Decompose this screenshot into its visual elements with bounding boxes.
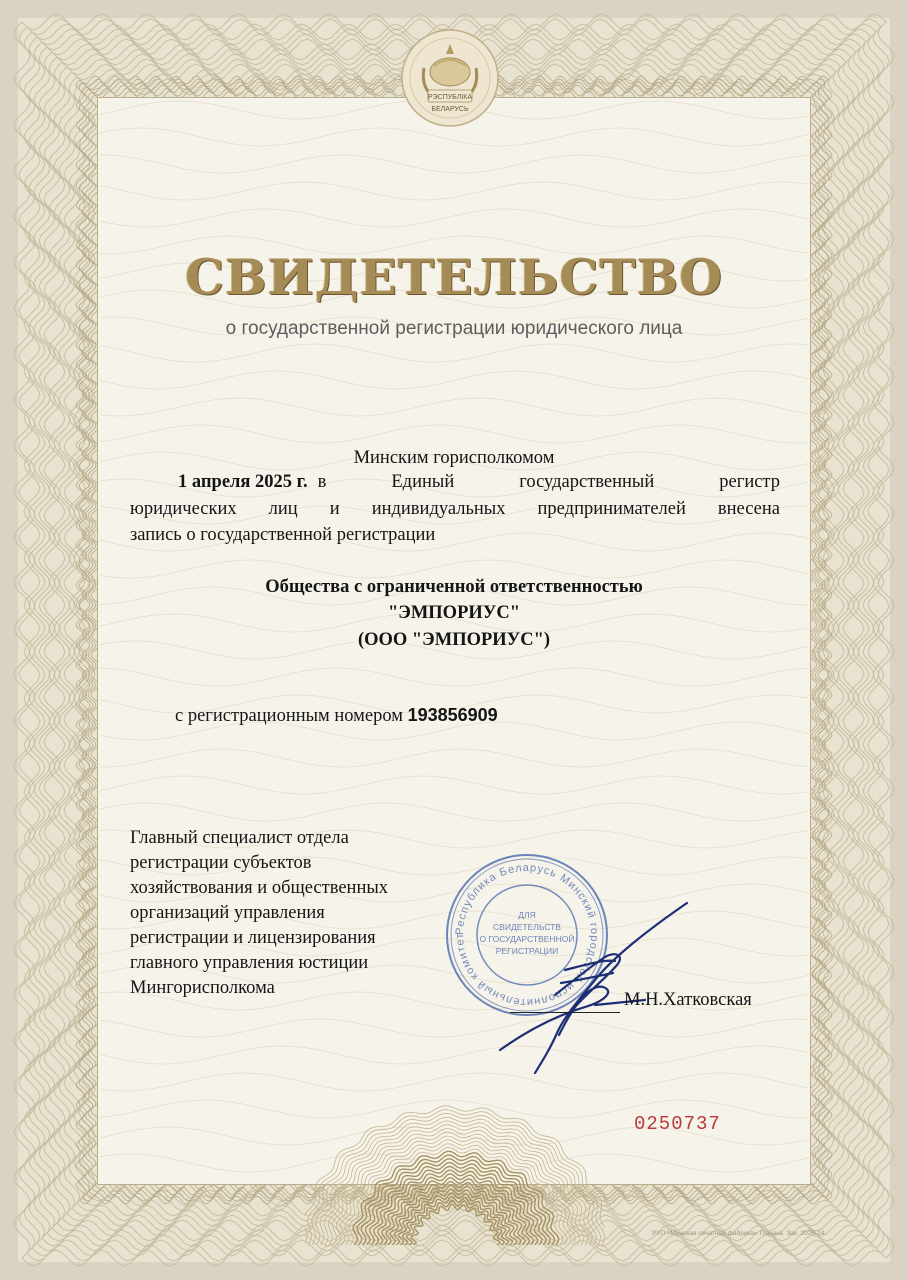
certificate-title: СВИДЕТЕЛЬСТВО bbox=[185, 248, 723, 306]
official-title-line: хозяйствования и общественных bbox=[130, 878, 389, 898]
registration-number: 193856909 bbox=[407, 705, 498, 725]
official-title-line: Мингорисполкома bbox=[130, 978, 275, 998]
official-title-line: регистрации и лицензирования bbox=[130, 928, 376, 948]
entity-short-name: (ООО "ЭМПОРИУС") bbox=[357, 630, 551, 650]
official-title-line: Главный специалист отдела bbox=[130, 828, 349, 848]
seal-center-line: О ГОСУДАРСТВЕННОЙ bbox=[479, 934, 575, 944]
registration-number-label: с регистрационным номером bbox=[175, 706, 403, 726]
registration-number-line bbox=[175, 705, 498, 727]
serial-number: 0250737 bbox=[634, 1113, 721, 1135]
official-title-line: главного управления юстиции bbox=[130, 953, 369, 973]
emblem-caption-top: РЭСПУБЛІКА bbox=[427, 94, 473, 101]
handwritten-signature bbox=[495, 895, 695, 1080]
issuer-line: Минским горисполкомом bbox=[353, 448, 555, 468]
official-title-block bbox=[130, 826, 460, 1001]
state-emblem-icon bbox=[394, 28, 506, 128]
seal-center-line: РЕГИСТРАЦИИ bbox=[495, 946, 559, 956]
registration-date: 1 апреля 2025 г. bbox=[178, 472, 308, 492]
registry-text-3: запись о государственной регистрации bbox=[130, 525, 436, 545]
official-title-line: организаций управления bbox=[130, 903, 325, 923]
certificate-subtitle: о государственной регистрации юридического лица bbox=[225, 318, 683, 339]
registry-text-1: в Единый государственный регистр bbox=[317, 472, 780, 492]
seal-center-line: ДЛЯ bbox=[518, 910, 536, 920]
registration-date-line bbox=[130, 472, 780, 493]
signature-underline bbox=[510, 1012, 620, 1013]
seal-center-line: СВИДЕТЕЛЬСТВ bbox=[493, 922, 561, 932]
seal-ring-text: Республика Беларусь Минский городской исполнительный комитет bbox=[453, 861, 601, 1009]
official-name: М.Н.Хатковская bbox=[624, 990, 752, 1010]
printer-footer: РУП «Минская печатная фабрика» Гознака. Зак. 2026-24. bbox=[652, 1230, 827, 1237]
emblem-caption-bottom: БЕЛАРУСЬ bbox=[431, 106, 469, 113]
entity-full-name-line2: "ЭМПОРИУС" bbox=[388, 603, 520, 623]
registry-text-2: юридических лиц и индивидуальных предпринимателей внесена bbox=[130, 499, 780, 519]
entity-full-name-line1: Общества с ограниченной ответственностью bbox=[265, 577, 643, 597]
guilloche-rosette bbox=[305, 1095, 605, 1245]
official-title-line: регистрации субъектов bbox=[130, 853, 312, 873]
